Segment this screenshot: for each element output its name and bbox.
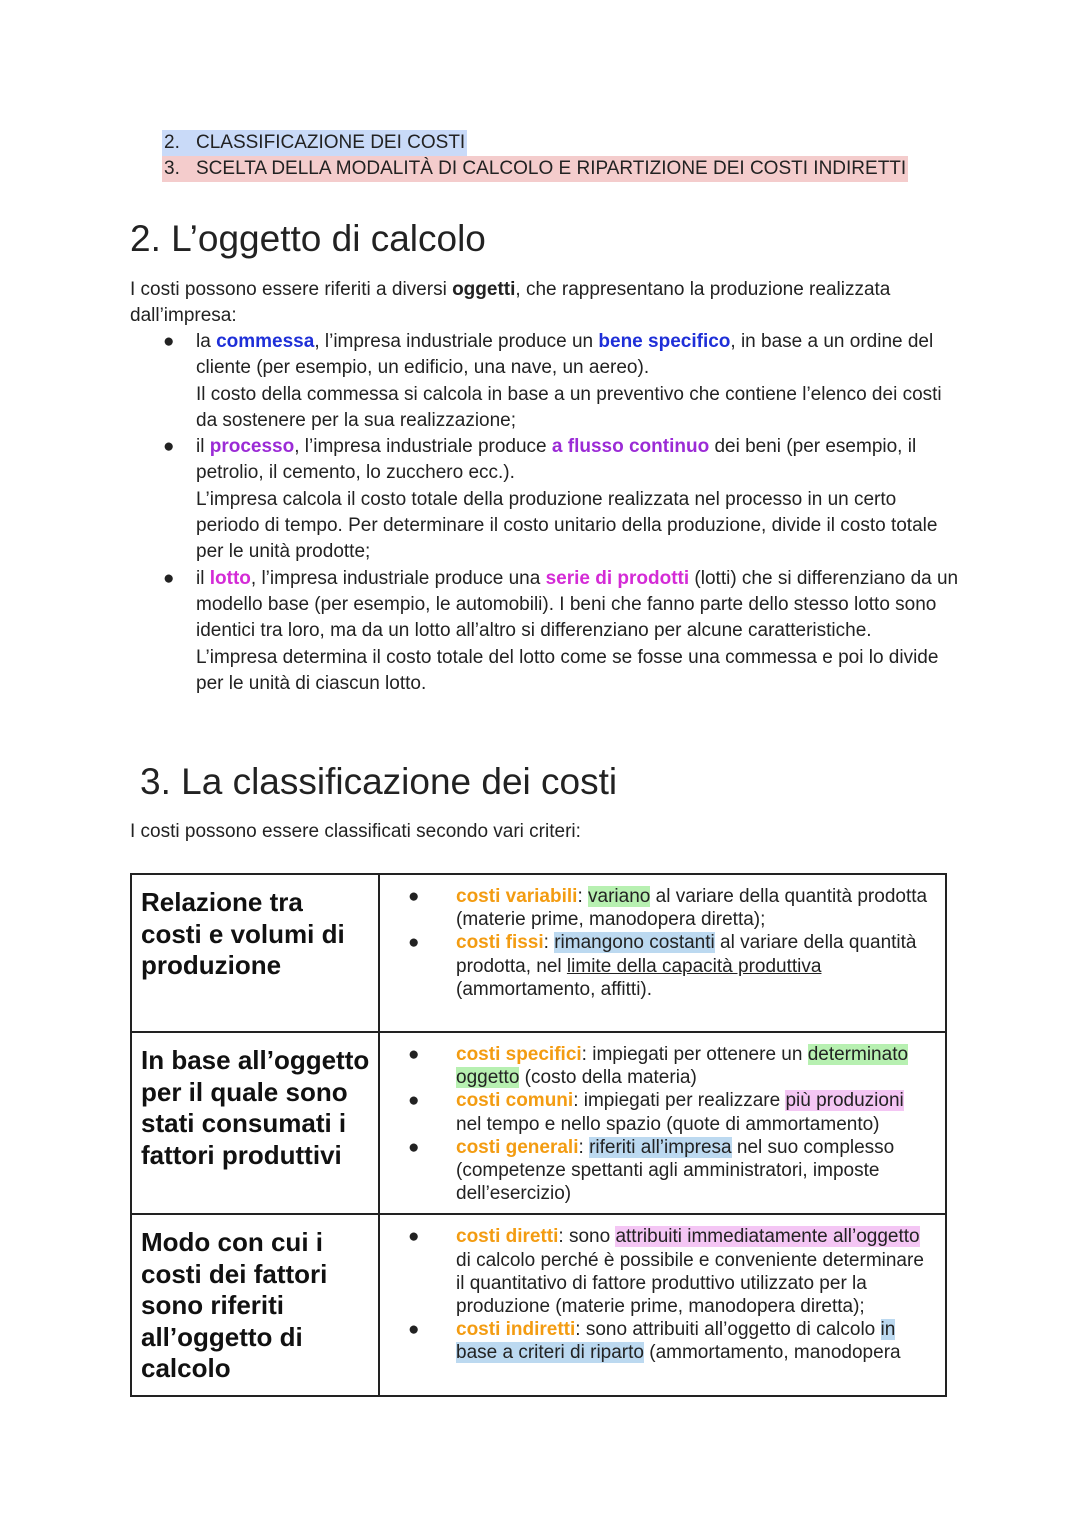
- bullet-icon: ●: [408, 1044, 420, 1065]
- table-row: [131, 1214, 946, 1396]
- cost-classification-table: [130, 873, 947, 1397]
- table-of-contents: [162, 130, 908, 182]
- bullet-icon: ●: [408, 1136, 420, 1158]
- list-item: ● costi variabili: variano al variare della quantità prodotta (materie prime, manodopera diretta);: [408, 886, 928, 931]
- list-item: ● costi indiretti: sono attribuiti all’oggetto di calcolo in base a criteri di riparto (ammortamento, manodopera: [408, 1319, 901, 1364]
- section3-intro: I costi possono essere classificati secondo vari criteri:: [130, 821, 581, 842]
- bullet-icon: ●: [408, 886, 420, 907]
- table-row: [131, 1032, 946, 1214]
- list-item: ● costi generali: riferiti all’impresa nel suo complesso (competenze spettanti agli amministratori, imposte dell’esercizio): [408, 1136, 895, 1205]
- toc-item[interactable]: 3. SCELTA DELLA MODALITÀ DI CALCOLO E RIPARTIZIONE DEI COSTI INDIRETTI: [162, 156, 908, 182]
- list-item: ● costi diretti: sono attribuiti immediatamente all’oggetto di calcolo perché è possibile e conveniente determinare il quantitativo di fattore produttivo utilizzato per la produzione (materie prime, manodopera diretta);: [408, 1226, 924, 1318]
- criterion-cell: Relazione tra costi e volumi di produzione: [131, 874, 379, 1032]
- section-heading-oggetto: 2. L’oggetto di calcolo: [130, 218, 486, 259]
- list-item-lotto: ● il lotto, l’impresa industriale produce una serie di prodotti (lotti) che si differenziano da un modello base (per esempio, le automobili). I beni che fanno parte dello stesso lotto sono identici tra loro, ma da un lotto all’altro si differenziano per alcune caratteristiche. L’impresa determina il costo totale del lotto come se fosse una commessa e poi lo divide per le unità di ciascun lotto.: [163, 567, 959, 694]
- bullet-icon: ●: [163, 436, 175, 458]
- bullet-icon: ●: [408, 932, 420, 954]
- list-item: ● costi comuni: impiegati per realizzare più produzioni nel tempo e nello spazio (quote di ammortamento): [408, 1090, 904, 1135]
- list-item: ● costi specifici: impiegati per ottenere un determinato oggetto (costo della materia): [408, 1044, 909, 1089]
- bullet-icon: ●: [408, 1090, 420, 1112]
- list-item-processo: ● il processo, l’impresa industriale produce a flusso continuo dei beni (per esempio, il petrolio, il cemento, lo zucchero ecc.). L’impresa calcola il costo totale della produzione realizzata nel processo in un certo periodo di tempo. Per determinare il costo unitario della produzione, divide il costo totale per le unità prodotte;: [163, 436, 938, 563]
- section-heading-classificazione: 3. La classificazione dei costi: [140, 761, 618, 802]
- bullet-icon: ●: [408, 1226, 420, 1248]
- description-cell: [379, 1032, 946, 1214]
- toc-item[interactable]: 2. CLASSIFICAZIONE DEI COSTI: [162, 130, 467, 156]
- bullet-icon: ●: [163, 331, 175, 352]
- calculation-object-list: [130, 329, 960, 697]
- criterion-cell: Modo con cui i costi dei fattori sono riferiti all’oggetto di calcolo: [131, 1214, 379, 1396]
- bullet-icon: ●: [163, 567, 175, 589]
- description-cell: [379, 874, 946, 1032]
- description-cell: [379, 1214, 946, 1396]
- list-item-commessa: ● la commessa, l’impresa industriale produce un bene specifico, in base a un ordine del cliente (per esempio, un edificio, una nave, un aereo). Il costo della commessa si calcola in base a un preventivo che contiene l’elenco dei costi da sostenere per la sua realizzazione;: [163, 331, 942, 431]
- list-item: ● costi fissi: rimangono costanti al variare della quantità prodotta, nel limite della capacità produttiva (ammortamento, affitti).: [408, 932, 917, 1000]
- table-row: [131, 874, 946, 1032]
- criterion-cell: In base all’oggetto per il quale sono stati consumati i fattori produttivi: [131, 1032, 379, 1214]
- section2-intro: I costi possono essere riferiti a diversi oggetti, che rappresentano la produzione realizzata dall’impresa:: [130, 279, 891, 327]
- bullet-icon: ●: [408, 1319, 420, 1341]
